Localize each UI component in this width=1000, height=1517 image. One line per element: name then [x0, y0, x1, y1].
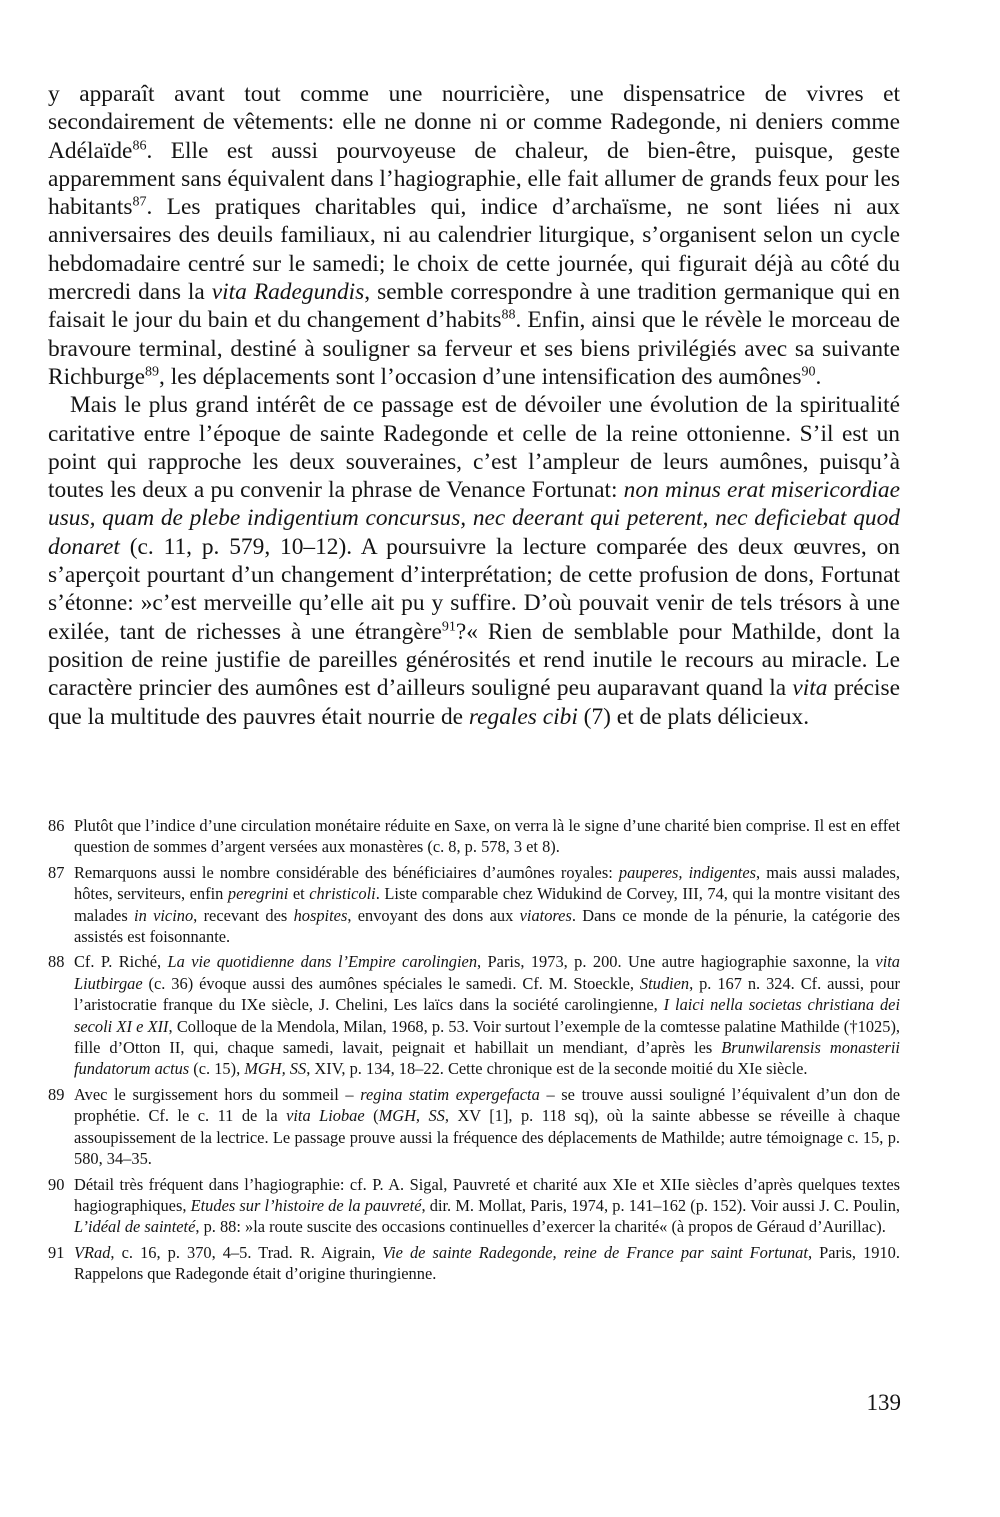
footnote-reference-90[interactable]: 90 [801, 363, 816, 380]
italic-text: L’idéal de sainteté [74, 1217, 196, 1237]
text-run: . Enfin, ainsi que le révèle le morceau de bravoure terminal, destiné à souligner sa ferveur et ses biens privilégiés avec sa suivante Richburge [48, 307, 900, 390]
footnote-87 [48, 862, 900, 948]
main-text [48, 80, 900, 731]
text-run: ?« Rien de semblable pour Mathilde, dont la position de reine justifie de pareilles générosités et rend inutile le recours au miracle. Le caractère princier des aumônes est d’ailleurs souligné peu auparavant quand la [48, 618, 900, 702]
italic-text: Studien [639, 973, 690, 993]
italic-text: vita Liutbirgae [74, 952, 900, 993]
footnote-number: 88 [48, 952, 65, 972]
text-run: (c. 36) évoque aussi des aumônes spéciales le samedi. Cf. M. Stoeckle, [142, 973, 640, 993]
italic-quote: non minus erat misericordiae usus, quam de plebe indigentium concursus, nec deerant qui peterent, nec deficiebat quod donaret [48, 477, 900, 560]
text-run: , p. 167 n. 324. Cf. aussi, pour l’aristocratie franque du IXe siècle, J. Chelini, Les laïcs dans la société carolingienne, [74, 973, 900, 1015]
italic-text: pauperes, indigentes [618, 862, 756, 882]
italic-text: hospites [293, 905, 348, 925]
text-run: et [288, 884, 310, 904]
text-run: Plutôt que l’indice d’une circulation monétaire réduite en Saxe, on verra là le signe d’une charité bien comprise. Il est en effet question de sommes d’argent versées aux monastères (c. 8, p. 578, 3 et 8). [74, 816, 900, 857]
text-run: – se trouve aussi souligné l’équivalent d’un don de prophétie. Cf. le c. 11 de la [74, 1084, 900, 1126]
text-run: . [815, 363, 822, 390]
text-run: , recevant des [193, 905, 294, 925]
text-run: , dir. M. Mollat, Paris, 1974, p. 141–162 (p. 152). Voir aussi J. C. Poulin, [421, 1195, 901, 1215]
text-run: , XV [1], p. 118 sq), où la sainte abbesse se réveille à chaque assoupissement de la lectrice. Le passage prouve aussi la fréquence des déplacements de Mathilde; autre témoignage c. 15, p. 580, 34–35. [74, 1106, 900, 1169]
text-run: (7) et de plats délicieux. [577, 703, 810, 730]
italic-text: VRad [74, 1242, 111, 1262]
italic-text: MGH, SS [378, 1106, 445, 1126]
text-run: ( [364, 1106, 379, 1126]
footnote-86 [48, 815, 900, 858]
footnote-number: 91 [48, 1242, 65, 1262]
text-run: , les déplacements sont l’occasion d’une intensification des aumônes [159, 363, 802, 390]
text-run: (c. 15), [189, 1059, 245, 1079]
footnote-number: 89 [48, 1084, 65, 1104]
text-run: , Paris, 1910. Rappelons que Radegonde était d’origine thuringienne. [74, 1242, 900, 1284]
italic-text: regales cibi [468, 703, 578, 730]
text-run: . Dans ce monde de la pénurie, la catégorie des assistés est foisonnante. [74, 905, 900, 947]
italic-text: MGH, SS [244, 1059, 307, 1079]
text-run: , mais aussi malades, hôtes, serviteurs, enfin [74, 862, 900, 904]
italic-text: I laici nella societas christiana dei secoli XI e XII [74, 995, 900, 1036]
italic-text: Brunwilarensis monasterii fundatorum actus [74, 1038, 900, 1079]
footnote-reference-89[interactable]: 89 [145, 363, 160, 380]
footnote-text [74, 1242, 900, 1285]
footnote-text [74, 1084, 900, 1170]
footnote-number: 90 [48, 1174, 65, 1194]
footnotes [48, 815, 900, 1289]
footnote-reference-87[interactable]: 87 [132, 193, 147, 210]
footnote-number: 87 [48, 862, 65, 882]
text-run: , Paris, 1973, p. 200. Une autre hagiographie saxonne, la [477, 952, 876, 972]
text-run: , c. 16, p. 370, 4–5. Trad. R. Aigrain, [110, 1242, 383, 1262]
italic-text: christicoli [309, 884, 376, 904]
italic-text: viatores [519, 905, 572, 925]
text-run: . Liste comparable chez Widukind de Corvey, III, 74, qui la montre visitant des malades [74, 884, 900, 925]
footnote-reference-86[interactable]: 86 [132, 136, 147, 153]
footnote-91 [48, 1242, 900, 1285]
footnote-text [74, 1174, 900, 1238]
italic-text: regina statim expergefacta [360, 1084, 540, 1104]
footnote-text [74, 951, 900, 1079]
footnote-number: 86 [48, 816, 65, 835]
italic-text: in vicino [134, 905, 194, 925]
italic-text: vita [792, 675, 828, 702]
text-run: , envoyant des dons aux [347, 905, 520, 925]
text-run: , XIV, p. 134, 18–22. Cette chronique est de la seconde moitié du XIe siècle. [306, 1059, 808, 1079]
text-run: . Les pratiques charitables qui, indice d’archaïsme, ne sont liées ni aux anniversaires des deuils familiaux, ni au calendrier liturgique, s’organisent selon un cycle hebdomadaire centré sur le samedi; le choix de cette journée, qui figurait déjà au côté du mercredi dans la [48, 194, 900, 306]
text-run: Cf. P. Riché, [74, 952, 168, 972]
italic-text: peregrini [227, 884, 289, 904]
footnote-text [74, 862, 900, 948]
text-run: Avec le surgissement hors du sommeil – [74, 1084, 361, 1104]
footnote-reference-88[interactable]: 88 [501, 306, 516, 323]
italic-text: Etudes sur l’histoire de la pauvreté [190, 1195, 422, 1215]
text-run: . Elle est aussi pourvoyeuse de chaleur, de bien-être, puisque, geste apparemment sans équivalent dans l’hagiographie, elle fait allumer de grands feux pour les habitants [48, 137, 900, 221]
text-run: , Colloque de la Mendola, Milan, 1968, p. 53. Voir surtout l’exemple de la comtesse palatine Mathilde (†1025), fille d’Otton II, qui, chaque samedi, lavait, peignait et habillait un mendiant, d’après les [74, 1016, 901, 1058]
footnote-text [74, 815, 900, 858]
text-run: , p. 88: »la route suscite des occasions continuelles d’exercer la charité« (à propos de Géraud d’Aurillac). [195, 1217, 886, 1237]
text-run: Détail très fréquent dans l’hagiographie: cf. P. A. Sigal, Pauvreté et charité aux XIe et XIIe siècles d’après quelques textes hagiographiques, [74, 1174, 900, 1215]
paragraph-1 [48, 80, 900, 391]
italic-text: vita Radegundis [211, 279, 365, 306]
text-run: Mais le plus grand intérêt de ce passage est de dévoiler une évolution de la spiritualité caritative entre l’époque de sainte Radegonde et celle de la reine ottonienne. S’il est un point qui rapproche les deux souveraines, c’est l’ampleur de leurs aumônes, puisqu’à toutes les deux a pu convenir la phrase de Venance Fortunat: [48, 392, 900, 504]
italic-text: vita Liobae [286, 1106, 365, 1126]
text-run: y apparaît avant tout comme une nourricière, une dispensatrice de vivres et secondairement de vêtements: elle ne donne ni or comme Radegonde, ni deniers comme Adélaïde [48, 81, 900, 164]
footnote-88 [48, 951, 900, 1079]
text-run: (c. 11, p. 579, 10–12). A poursuivre la lecture comparée des deux œuvres, on s’aperçoit pourtant d’un changement d’interprétation; de cette profusion de dons, Fortunat s’étonne: »c’est merveille qu’elle ait pu y suffire. D’où pouvait venir de tels trésors à une exilée, tant de richesses à une étrangère [48, 533, 900, 645]
footnote-89 [48, 1084, 900, 1170]
footnote-90 [48, 1174, 900, 1238]
footnote-reference-91[interactable]: 91 [441, 617, 456, 634]
italic-text: La vie quotidienne dans l’Empire carolingien [167, 952, 478, 972]
text-run: Remarquons aussi le nombre considérable des bénéficiaires d’aumônes royales: [74, 862, 619, 882]
page-number: 139 [866, 1390, 901, 1415]
text-run: , semble correspondre à une tradition germanique qui en faisait le jour du bain et du changement d’habits [48, 279, 900, 334]
text-run: précise que la multitude des pauvres était nourrie de [48, 675, 900, 730]
italic-text: Vie de sainte Radegonde, reine de France par saint Fortunat [382, 1242, 808, 1262]
paragraph-2 [48, 391, 900, 731]
